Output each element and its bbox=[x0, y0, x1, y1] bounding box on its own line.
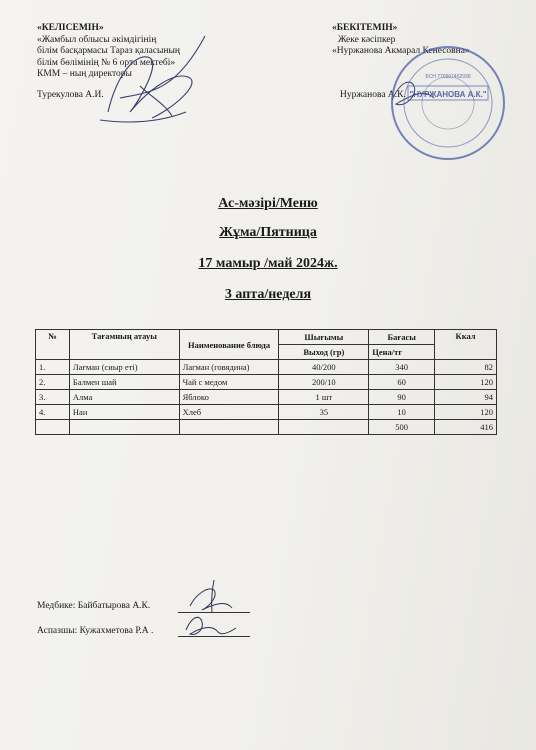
cell-kcal: 120 bbox=[435, 405, 497, 420]
cell-price: 90 bbox=[369, 390, 435, 405]
cell-empty bbox=[179, 420, 279, 435]
menu-week: 3 апта/неделя bbox=[224, 287, 312, 302]
cell-output: 35 bbox=[279, 405, 369, 420]
table-row bbox=[36, 405, 497, 420]
cell-num: 2. bbox=[36, 375, 70, 390]
cell-empty bbox=[69, 420, 179, 435]
approval-right-line: Жеке кәсіпкер bbox=[338, 34, 396, 45]
cell-kcal: 120 bbox=[435, 375, 497, 390]
cook-line: Аспазшы: Кужахметова Р.А . bbox=[37, 626, 154, 636]
approval-left-line: «Жамбыл облысы әкімдігінің bbox=[37, 34, 157, 45]
cell-name-ru: Лагман (говядина) bbox=[179, 360, 279, 375]
total-kcal: 416 bbox=[435, 420, 497, 435]
nurse-signature-line bbox=[178, 612, 250, 613]
approval-left-line: білім басқармасы Тараз қаласының bbox=[37, 46, 180, 56]
stamp-name: "НУРЖАНОВА А.К." bbox=[409, 90, 487, 99]
cell-name-ru: Чай с медом bbox=[179, 375, 279, 390]
cell-empty bbox=[36, 420, 70, 435]
menu-table bbox=[35, 329, 497, 435]
cell-price: 340 bbox=[369, 360, 435, 375]
header-price-kz: Бағасы bbox=[369, 330, 435, 345]
cell-kcal: 94 bbox=[435, 390, 497, 405]
cell-name-kz: Балмен шай bbox=[69, 375, 179, 390]
cell-output: 40/200 bbox=[279, 360, 369, 375]
approval-left-line: КММ – ның директоры bbox=[37, 69, 132, 79]
header-price-ru: Цена/тг bbox=[369, 345, 435, 360]
cell-name-ru: Яблоко bbox=[179, 390, 279, 405]
header-num: № bbox=[36, 330, 70, 360]
cell-empty bbox=[279, 420, 369, 435]
menu-title: Ас-мәзірі/Меню bbox=[218, 196, 318, 211]
cell-price: 60 bbox=[369, 375, 435, 390]
entrepreneur-name: Нуржанова А.К. bbox=[340, 90, 406, 100]
cell-kcal: 82 bbox=[435, 360, 497, 375]
cell-output: 200/10 bbox=[279, 375, 369, 390]
cell-output: 1 шт bbox=[279, 390, 369, 405]
table-header-row bbox=[36, 330, 497, 345]
cell-name-kz: Нан bbox=[69, 405, 179, 420]
director-name: Турекулова А.И. bbox=[37, 90, 104, 100]
stamp-code: БСН 770507402938 bbox=[425, 74, 471, 80]
header-kcal: Ккал bbox=[435, 330, 497, 360]
director-signature bbox=[100, 36, 205, 122]
cell-num: 3. bbox=[36, 390, 70, 405]
nurse-line: Медбике: Байбатырова А.К. bbox=[37, 601, 151, 611]
cell-num: 1. bbox=[36, 360, 70, 375]
approval-right-line: «Нуржанова Акмарал Кенесовна» bbox=[332, 46, 470, 56]
cell-price: 10 bbox=[369, 405, 435, 420]
cell-name-ru: Хлеб bbox=[179, 405, 279, 420]
table-row bbox=[36, 390, 497, 405]
header-output-kz: Шығымы bbox=[279, 330, 369, 345]
menu-date: 17 мамыр /май 2024ж. bbox=[198, 256, 338, 271]
menu-day: Жұма/Пятница bbox=[219, 225, 317, 240]
header-name-kz: Тағамның атауы bbox=[69, 330, 179, 360]
header-output-ru: Выход (гр) bbox=[279, 345, 369, 360]
cell-name-kz: Алма bbox=[69, 390, 179, 405]
table-row bbox=[36, 360, 497, 375]
round-stamp bbox=[392, 47, 504, 159]
approval-left-title: «КЕЛІСЕМІН» bbox=[37, 23, 104, 33]
total-price: 500 bbox=[369, 420, 435, 435]
cell-name-kz: Лағман (сиыр еті) bbox=[69, 360, 179, 375]
table-total-row bbox=[36, 420, 497, 435]
cell-num: 4. bbox=[36, 405, 70, 420]
cook-signature-line bbox=[178, 636, 250, 637]
header-name-ru: Наименование блюда bbox=[179, 330, 279, 360]
nurse-signature bbox=[190, 580, 232, 612]
approval-right-title: «БЕКІТЕМІН» bbox=[332, 23, 398, 33]
cook-signature bbox=[186, 617, 236, 634]
approval-left-line: білім бөлімінің № 6 орта мектебі» bbox=[37, 57, 176, 68]
table-row bbox=[36, 375, 497, 390]
